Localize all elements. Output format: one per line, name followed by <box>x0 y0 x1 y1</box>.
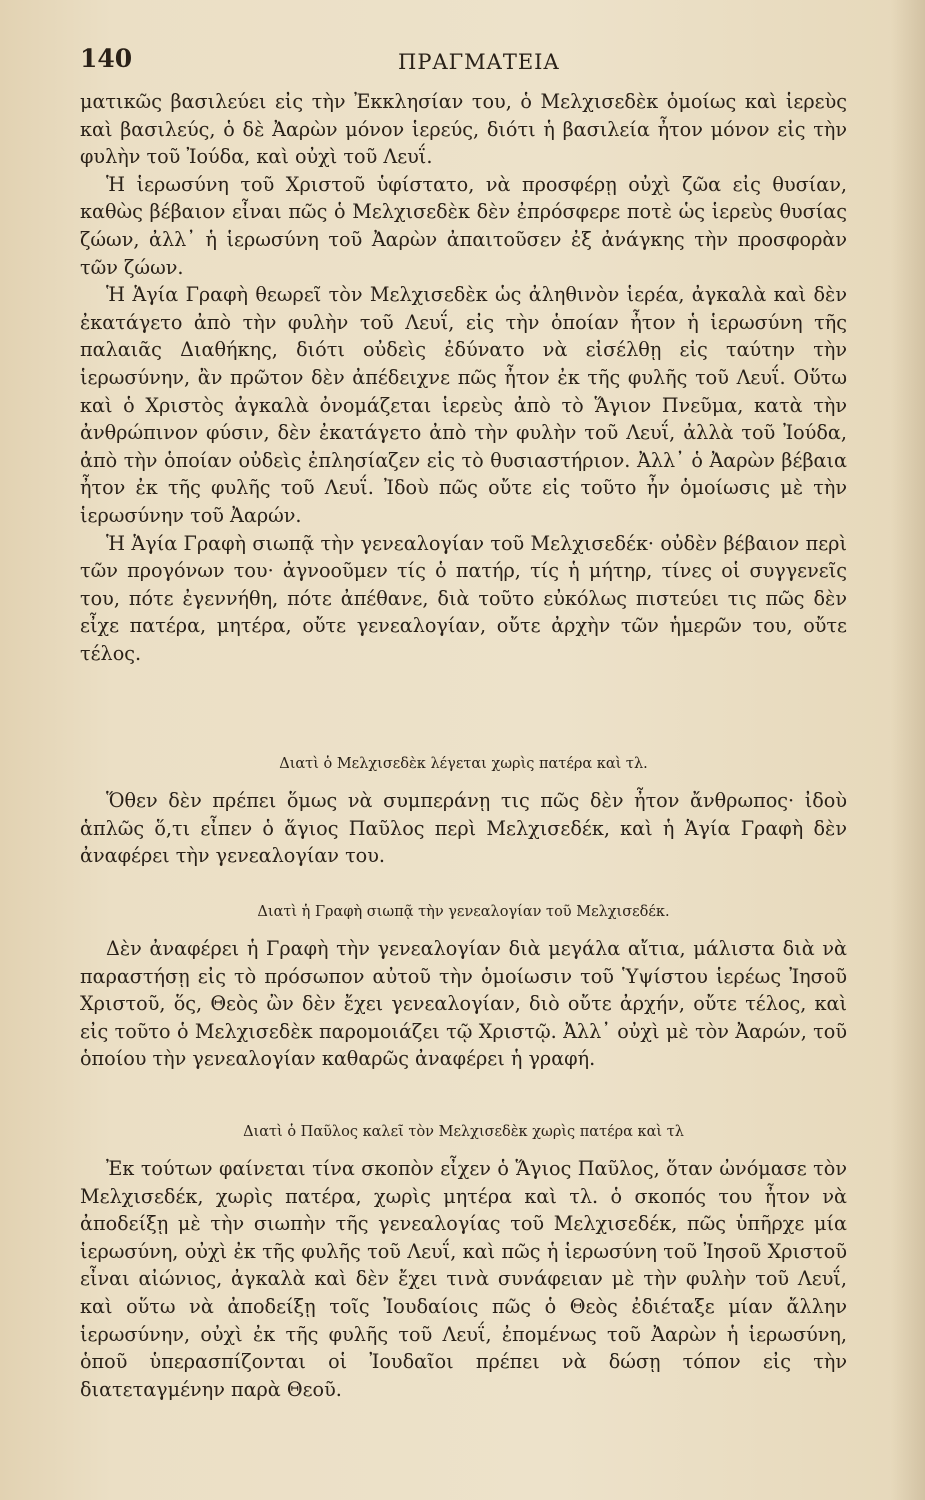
page-number: 140 <box>80 44 133 73</box>
section-heading: Διατὶ ἡ Γραφὴ σιωπᾷ τὴν γενεαλογίαν τοῦ Μελχισεδέκ. <box>257 904 670 920</box>
paragraph-genealogy-silence: Ἡ Ἁγία Γραφὴ σιωπᾷ τὴν γενεαλογίαν τοῦ Μελχισεδέκ· οὐδὲν βέβαιον περὶ τῶν προγόνων του· ἀγνοοῦμεν τίς ὁ πατήρ, τίς ἡ μήτηρ, τίνες οἱ συγγενεῖς του, πότε ἐγεννήθη, πότε ἀπέθανε, διὰ τοῦτο εὐκόλως πιστεύει τις πῶς δὲν εἶχε πατέρα, μητέρα, οὔτε γενεαλογίαν, οὔτε ἀρχὴν τῶν ἡμερῶν του, οὔτε τέλος. <box>80 531 847 665</box>
paragraph-continuation: ματικῶς βασιλεύει εἰς τὴν Ἐκκλησίαν του, ὁ Μελχισεδὲκ ὁμοίως καὶ ἱερεὺς καὶ βασιλεύς, ὁ δὲ Ἀαρὼν μόνον ἱερεύς, διότι ἡ βασιλεία ἦτον μόνον εἰς τὴν φυλὴν τοῦ Ἰούδα, καὶ οὐχὶ τοῦ Λευΐ. <box>80 90 847 169</box>
section-scripture-silence <box>80 902 847 1073</box>
section-without-father <box>80 754 847 870</box>
section-priesthood <box>80 88 847 667</box>
section-paul <box>80 1122 847 1403</box>
paragraph-true-priest: Ἡ Ἁγία Γραφὴ θεωρεῖ τὸν Μελχισεδὲκ ὡς ἀληθινὸν ἱερέα, ἀγκαλὰ καὶ δὲν ἐκατάγετο ἀπὸ τὴν φυλὴν τοῦ Λευΐ, εἰς τὴν ὁποίαν ἦτον ἡ ἱερωσύνη τῆς παλαιᾶς Διαθήκης, διότι οὐδεὶς ἐδύνατο νὰ εἰσέλθῃ εἰς ταύτην τὴν ἱερωσύνην, ἂν πρῶτον δὲν ἀπέδειχνε πῶς ἦτον ἐκ τῆς φυλῆς τοῦ Λευΐ. Οὕτω καὶ ὁ Χριστὸς ἀγκαλὰ ὀνομάζεται ἱερεὺς ἀπὸ τὸ Ἅγιον Πνεῦμα, κατὰ τὴν ἀνθρώπινον φύσιν, δὲν ἐκατάγετο ἀπὸ τὴν φυλὴν τοῦ Λευΐ, ἀλλὰ τοῦ Ἰούδα, ἀπὸ τὴν ὁποίαν οὐδεὶς ἐπλησίαζεν εἰς τὸ θυσιαστήριον. Ἀλλ᾽ ὁ Ἀαρὼν βέβαια ἦτον ἐκ τῆς φυλῆς τοῦ Λευΐ. Ἰδοὺ πῶς οὔτε εἰς τοῦτο ἦν ὁμοίωσις μὲ τὴν ἱερωσύνην τοῦ Ἀαρών. <box>80 283 847 527</box>
paragraph-not-human: Ὅθεν δὲν πρέπει ὅμως νὰ συμπεράνῃ τις πῶς δὲν ἦτον ἄνθρωπος· ἰδοὺ ἁπλῶς ὅ,τι εἶπεν ὁ ἅγιος Παῦλος περὶ Μελχισεδέκ, καὶ ἡ Ἁγία Γραφὴ δὲν ἀναφέρει τὴν γενεαλογίαν του. <box>80 789 847 868</box>
running-title: ΠΡΑΓΜΑΤΕΙΑ <box>398 50 560 74</box>
paragraph-paul-purpose: Ἐκ τούτων φαίνεται τίνα σκοπὸν εἶχεν ὁ Ἅγιος Παῦλος, ὅταν ὠνόμασε τὸν Μελχισεδέκ, χωρὶς πατέρα, χωρὶς μητέρα καὶ τλ. ὁ σκοπός του ἦτον νὰ ἀποδείξῃ μὲ τὴν σιωπὴν τῆς γενεαλογίας τοῦ Μελχισεδέκ, πῶς ὑπῆρχε μία ἱερωσύνη, οὐχὶ ἐκ τῆς φυλῆς τοῦ Λευΐ, καὶ πῶς ἡ ἱερωσύνη τοῦ Ἰησοῦ Χριστοῦ εἶναι αἰώνιος, ἀγκαλὰ καὶ δὲν ἔχει τινὰ συνάφειαν μὲ τὴν φυλὴν τοῦ Λευΐ, καὶ οὕτω νὰ ἀποδείξῃ τοῖς Ἰουδαίοις πῶς ὁ Θεὸς ἐδιέταξε μίαν ἄλλην ἱερωσύνην, οὐχὶ ἐκ τῆς φυλῆς τοῦ Λευΐ, ἐπομένως τοῦ Ἀαρὼν ἡ ἱερωσύνη, ὁποῦ ὑπερασπίζονται οἱ Ἰουδαῖοι πρέπει νὰ δώσῃ τόπον εἰς τὴν διατεταγμένην παρὰ Θεοῦ. <box>80 1157 847 1401</box>
paragraph-sacrifice: Ἡ ἱερωσύνη τοῦ Χριστοῦ ὑφίστατο, νὰ προσφέρῃ οὐχὶ ζῶα εἰς θυσίαν, καθὼς βέβαιον εἶναι πῶς ὁ Μελχισεδὲκ δὲν ἐπρόσφερε ποτὲ ὡς ἱερεὺς θυσίας ζώων, ἀλλ᾽ ἡ ἱερωσύνη τοῦ Ἀαρὼν ἀπαιτοῦσεν ἐξ ἀνάγκης τὴν προσφορὰν τῶν ζώων. <box>80 172 847 279</box>
section-heading: Διατὶ ὁ Παῦλος καλεῖ τὸν Μελχισεδὲκ χωρὶς πατέρα καὶ τλ <box>243 1124 684 1140</box>
section-heading: Διατὶ ὁ Μελχισεδὲκ λέγεται χωρὶς πατέρα καὶ τλ. <box>279 756 648 772</box>
paragraph-great-causes: Δὲν ἀναφέρει ἡ Γραφὴ τὴν γενεαλογίαν διὰ μεγάλα αἴτια, μάλιστα διὰ νὰ παραστήσῃ εἰς τὸ πρόσωπον αὐτοῦ τὴν ὁμοίωσιν τοῦ Ὑψίστου ἱερέως Ἰησοῦ Χριστοῦ, ὅς, Θεὸς ὢν δὲν ἔχει γενεαλογίαν, διὸ οὔτε ἀρχήν, οὔτε τέλος, καὶ εἰς τοῦτο ὁ Μελχισεδὲκ παρομοιάζει τῷ Χριστῷ. Ἀλλ᾽ οὐχὶ μὲ τὸν Ἀαρών, τοῦ ὁποίου τὴν γενεαλογίαν καθαρῶς ἀναφέρει ἡ γραφή. <box>80 937 847 1071</box>
page-header <box>80 44 847 92</box>
